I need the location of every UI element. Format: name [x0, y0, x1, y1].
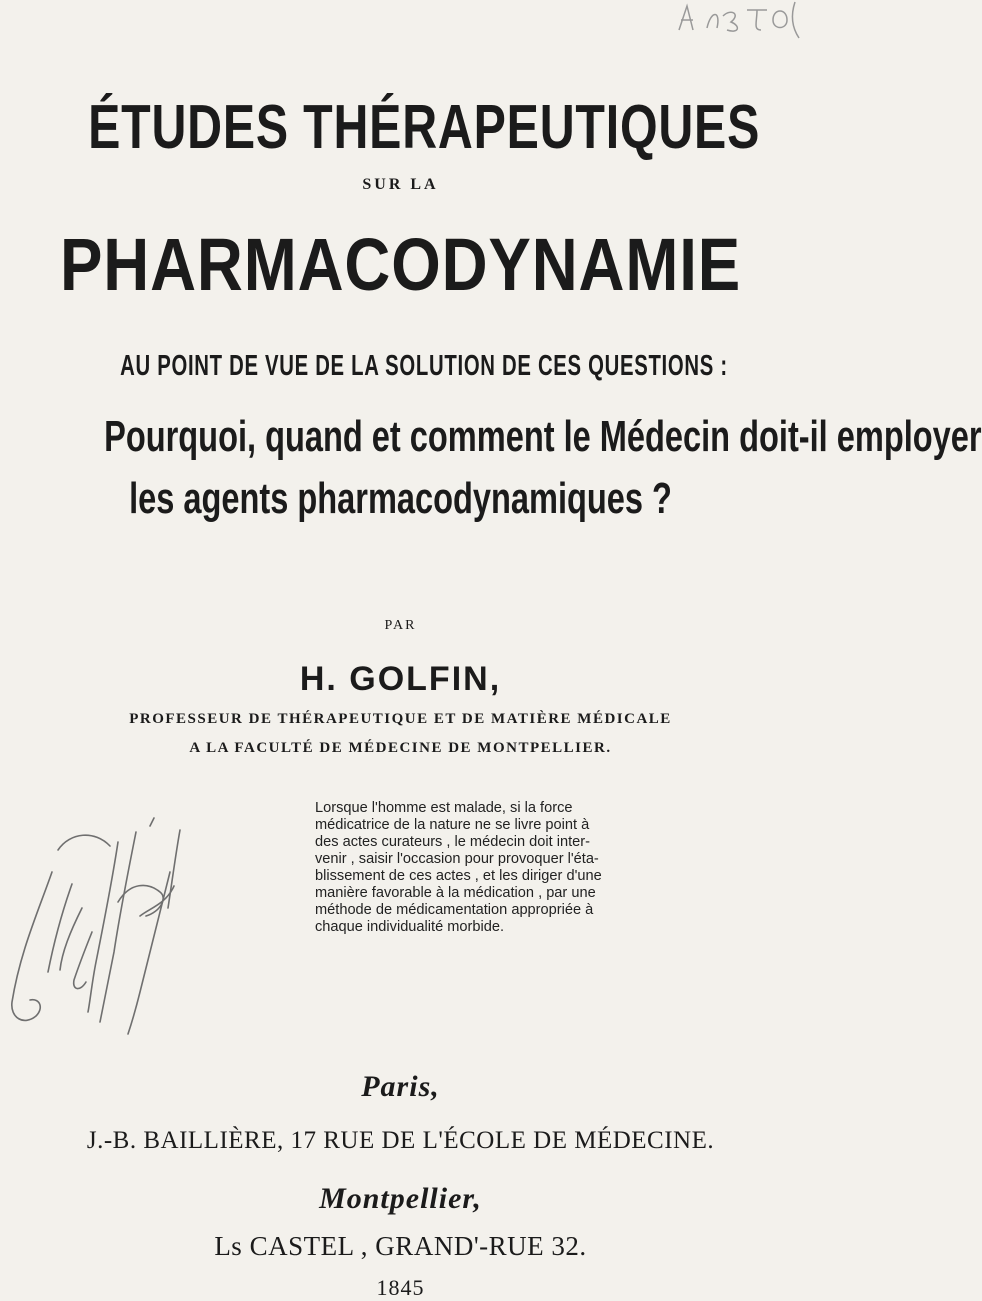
epigraph-line: chaque individualité morbide.: [315, 919, 505, 935]
imprint-publisher-paris: J.-B. BAILLIÈRE, 17 RUE DE L'ÉCOLE DE MÉDECINE.: [86, 1127, 715, 1154]
question-line-1: Pourquoi, quand et comment le Médecin doit-il employer: [104, 412, 982, 461]
by-label: PAR: [384, 618, 417, 633]
imprint-publisher-montpellier: Ls CASTEL , GRAND'-RUE 32.: [214, 1231, 587, 1261]
epigraph-line: Lorsque l'homme est malade, si la force: [315, 800, 573, 816]
epigraph-line: blissement de ces actes , et les diriger d'une: [315, 868, 602, 884]
epigraph: [315, 800, 715, 936]
title-line-1: ÉTUDES THÉRAPEUTIQUES: [88, 93, 761, 162]
epigraph-line: manière favorable à la médication , par une: [315, 885, 596, 901]
title-line-2: PHARMACODYNAMIE: [59, 223, 742, 306]
author-role-line-2: A LA FACULTÉ DE MÉDECINE DE MONTPELLIER.: [189, 740, 612, 756]
handwritten-shelfmark: [661, 0, 801, 40]
epigraph-line: méthode de médicamentation appropriée à: [315, 902, 594, 918]
epigraph-line: médicatrice de la nature ne se livre point à: [315, 817, 590, 833]
author-role-line-1: PROFESSEUR DE THÉRAPEUTIQUE ET DE MATIÈRE MÉDICALE: [129, 711, 672, 727]
publication-year: 1845: [376, 1275, 425, 1300]
author-name: H. GOLFIN,: [299, 660, 502, 698]
subtitle: AU POINT DE VUE DE LA SOLUTION DE CES QUESTIONS :: [120, 350, 728, 382]
title-connector: SUR LA: [362, 176, 439, 193]
handwritten-signature: [0, 812, 300, 1052]
question-line-2: les agents pharmacodynamiques ?: [129, 474, 672, 523]
imprint-city-paris: Paris,: [361, 1070, 440, 1103]
imprint-city-montpellier: Montpellier,: [319, 1182, 482, 1215]
epigraph-line: venir , saisir l'occasion pour provoquer l'éta-: [315, 851, 599, 867]
epigraph-line: des actes curateurs , le médecin doit inter-: [315, 834, 590, 850]
